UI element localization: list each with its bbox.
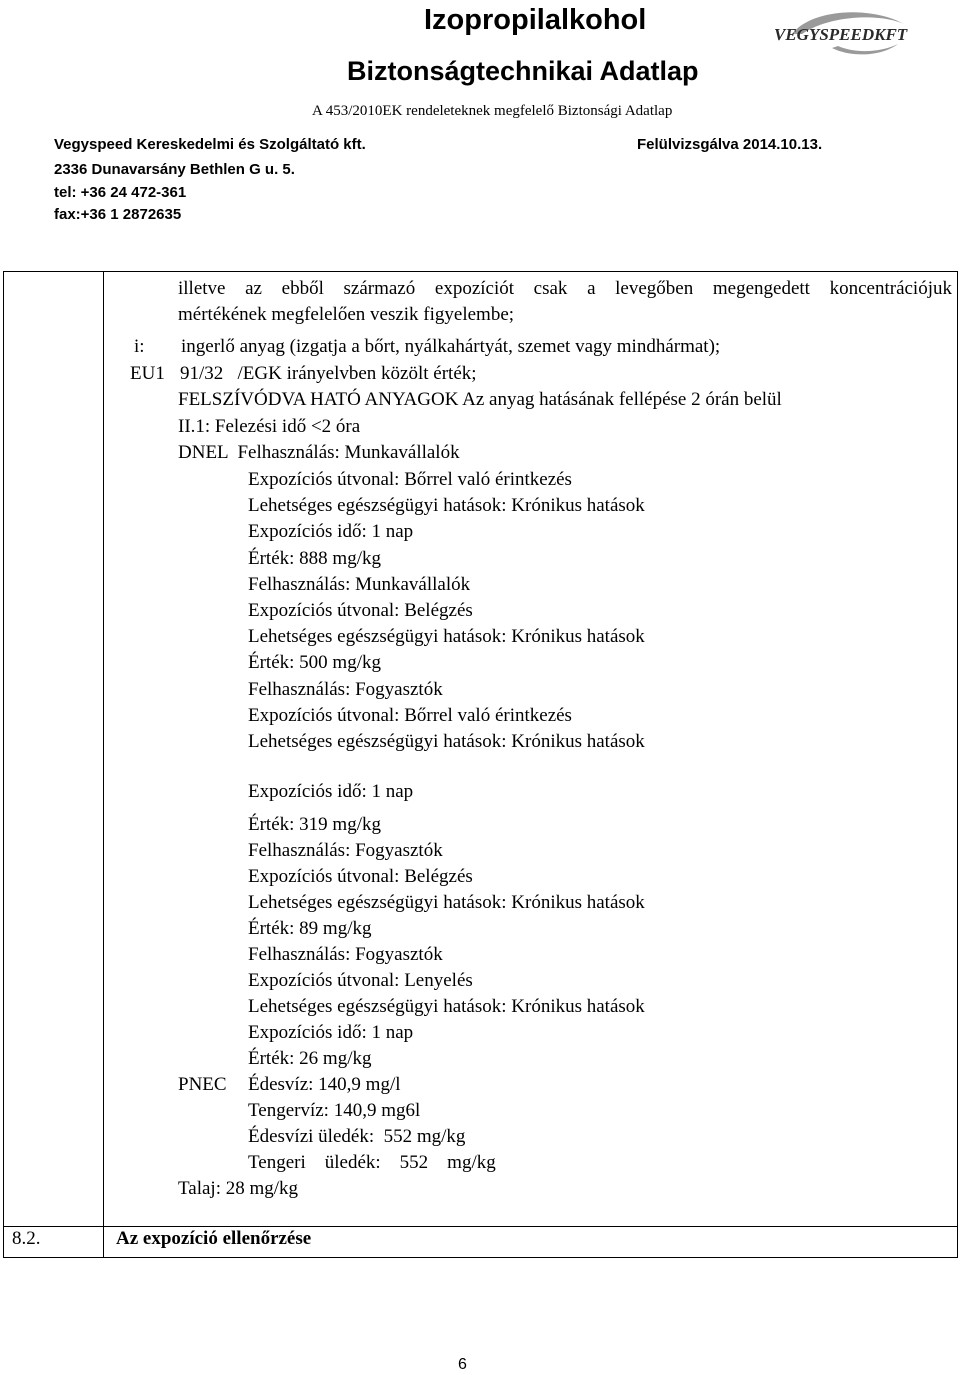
text-line: Expozíciós útvonal: Belégzés bbox=[248, 866, 473, 887]
text-line: 91/32 /EGK irányelvben közölt érték; bbox=[180, 363, 477, 384]
company-fax: fax:+36 1 2872635 bbox=[54, 206, 182, 223]
text-line: Expozíciós útvonal: Bőrrel való érintkezés bbox=[248, 705, 572, 726]
text-line: Érték: 500 mg/kg bbox=[248, 652, 381, 673]
table-row-divider bbox=[3, 1226, 957, 1227]
text-line: Felhasználás: Fogyasztók bbox=[248, 840, 443, 861]
document-title: Izopropilalkohol bbox=[424, 4, 647, 36]
text-line: Lehetséges egészségügyi hatások: Krónikus hatások bbox=[248, 731, 645, 752]
text-line: Felhasználás: Munkavállalók bbox=[248, 574, 471, 595]
text-line: II.1: Felezési idő <2 óra bbox=[178, 416, 361, 437]
abbrev-label: i: bbox=[134, 336, 145, 357]
section-number: 8.2. bbox=[12, 1228, 41, 1249]
text-line: Talaj: 28 mg/kg bbox=[178, 1178, 299, 1199]
logo-wordmark: VEGYSPEEDKFT bbox=[774, 25, 908, 44]
text-line: ingerlő anyag (izgatja a bőrt, nyálkahártyát, szemet vagy mindhármat); bbox=[181, 336, 721, 357]
text-line: Felhasználás: Fogyasztók bbox=[248, 679, 443, 700]
text-line: Expozíciós útvonal: Bőrrel való érintkezés bbox=[248, 469, 572, 490]
text-line: Expozíciós útvonal: Lenyelés bbox=[248, 970, 473, 991]
text-line: Érték: 89 mg/kg bbox=[248, 918, 372, 939]
text-line: FELSZÍVÓDVA HATÓ ANYAGOK Az anyag hatásának fellépése 2 órán belül bbox=[178, 389, 782, 410]
pnec-label: PNEC bbox=[178, 1074, 227, 1095]
text-line: Lehetséges egészségügyi hatások: Krónikus hatások bbox=[248, 495, 645, 516]
text-line: Érték: 26 mg/kg bbox=[248, 1048, 372, 1069]
dnel-heading: DNEL Felhasználás: Munkavállalók bbox=[178, 442, 460, 463]
text-line: Felhasználás: Fogyasztók bbox=[248, 944, 443, 965]
company-name: Vegyspeed Kereskedelmi és Szolgáltató kft. bbox=[54, 136, 366, 153]
text-line: Lehetséges egészségügyi hatások: Krónikus hatások bbox=[248, 996, 645, 1017]
text-line: Expozíciós útvonal: Belégzés bbox=[248, 600, 473, 621]
company-phone: tel: +36 24 472-361 bbox=[54, 184, 187, 201]
section-title: Az expozíció ellenőrzése bbox=[116, 1228, 312, 1249]
text-line: mértékének megfelelően veszik figyelembe; bbox=[178, 304, 515, 325]
text-line: Expozíciós idő: 1 nap bbox=[248, 521, 414, 542]
text-line: Tengeri üledék: 552 mg/kg bbox=[248, 1152, 496, 1173]
text-line: Expozíciós idő: 1 nap bbox=[248, 1022, 414, 1043]
table-column-divider bbox=[103, 271, 104, 1258]
text-line: Expozíciós idő: 1 nap bbox=[248, 781, 414, 802]
text-line: Érték: 319 mg/kg bbox=[248, 814, 381, 835]
document-subtitle: Biztonságtechnikai Adatlap bbox=[347, 56, 699, 86]
table-bottom-border bbox=[3, 1257, 957, 1258]
text-line: Tengervíz: 140,9 mg6l bbox=[248, 1100, 421, 1121]
company-logo bbox=[772, 4, 912, 68]
table-top-border bbox=[3, 271, 957, 272]
text-line: illetve az ebből származó expozíciót csak a levegőben megengedett koncentrációjuk bbox=[178, 278, 952, 299]
company-address: 2336 Dunavarsány Bethlen G u. 5. bbox=[54, 161, 295, 178]
abbrev-label: EU1 bbox=[130, 363, 165, 384]
table-left-border bbox=[3, 271, 4, 1258]
table-right-border bbox=[957, 271, 958, 1258]
text-line: Édesvíz: 140,9 mg/l bbox=[248, 1074, 401, 1095]
regulation-line: A 453/2010EK rendeleteknek megfelelő Biztonsági Adatlap bbox=[312, 103, 673, 119]
page-number: 6 bbox=[458, 1356, 467, 1373]
text-line: Lehetséges egészségügyi hatások: Krónikus hatások bbox=[248, 892, 645, 913]
text-line: Érték: 888 mg/kg bbox=[248, 548, 381, 569]
text-line: Édesvízi üledék: 552 mg/kg bbox=[248, 1126, 466, 1147]
revision-date: Felülvizsgálva 2014.10.13. bbox=[637, 136, 823, 153]
text-line: Lehetséges egészségügyi hatások: Krónikus hatások bbox=[248, 626, 645, 647]
